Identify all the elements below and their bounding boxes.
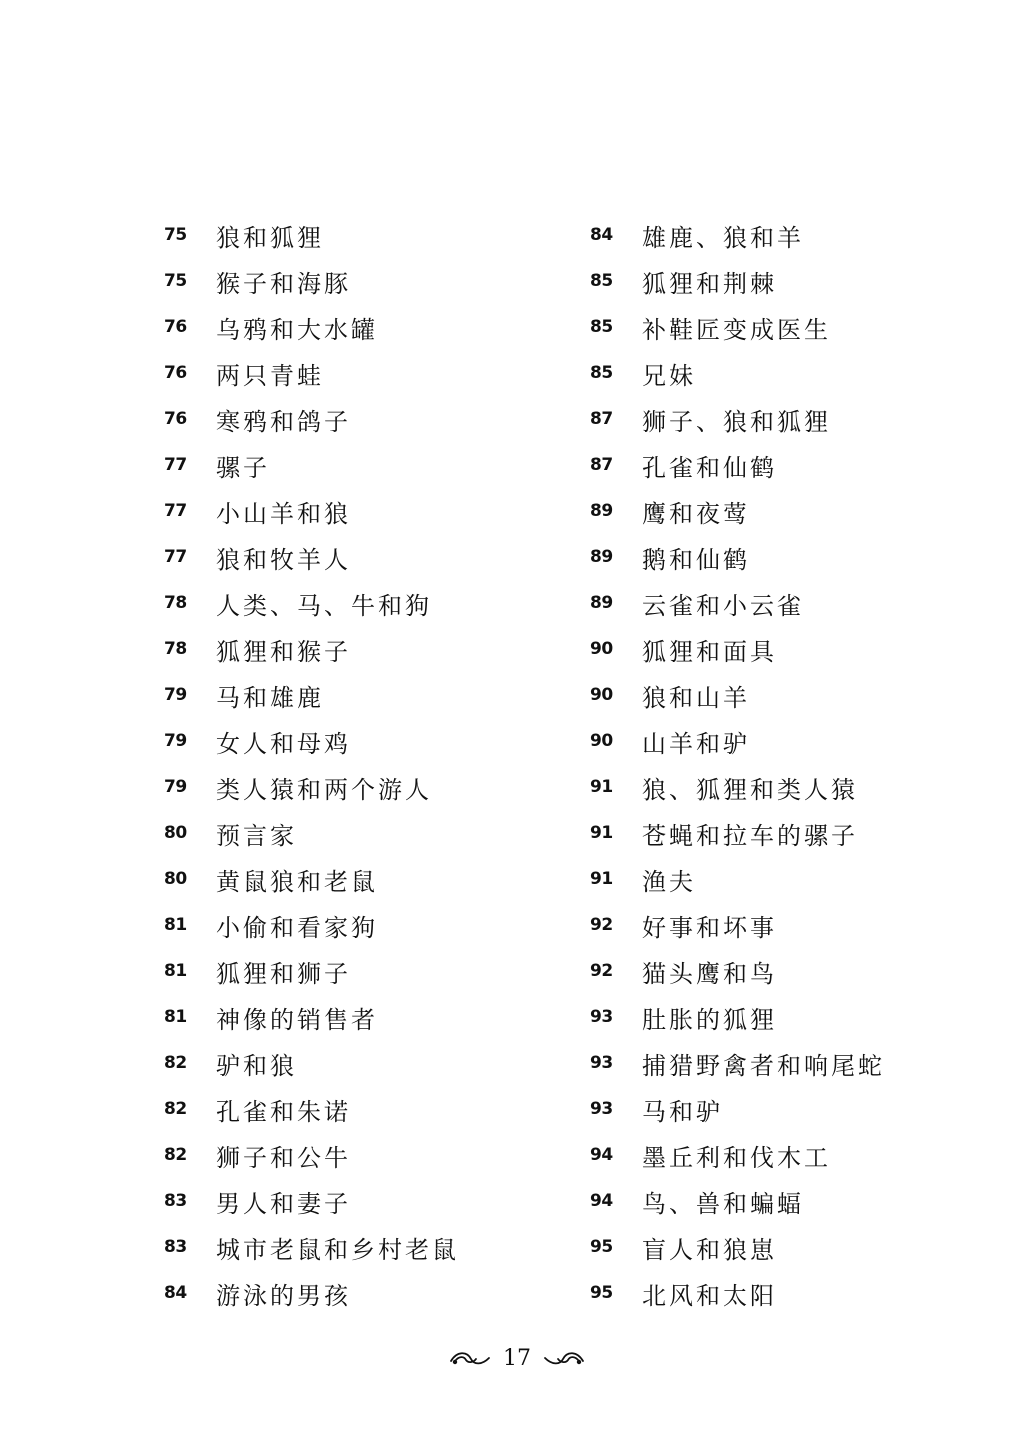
toc-entry-title: 狼和狐狸 xyxy=(216,223,324,252)
toc-entry-title: 黄鼠狼和老鼠 xyxy=(216,867,378,896)
toc-entry-title: 盲人和狼崽 xyxy=(642,1235,777,1264)
toc-entry-title: 狮子、狼和狐狸 xyxy=(642,407,831,436)
toc-page-number: 76 xyxy=(164,317,187,337)
toc-page-number: 93 xyxy=(590,1007,613,1027)
toc-entry-title: 狼和山羊 xyxy=(642,683,750,712)
toc-page-number: 94 xyxy=(590,1145,613,1165)
toc-page-number: 85 xyxy=(590,271,613,291)
toc-entry xyxy=(586,764,1006,810)
toc-entry-title: 孔雀和仙鹤 xyxy=(642,453,777,482)
toc-page-number: 92 xyxy=(590,961,613,981)
toc-page-number: 93 xyxy=(590,1099,613,1119)
toc-entry xyxy=(586,1224,1006,1270)
page-number: 17 xyxy=(503,1346,531,1371)
toc-entry-title: 狮子和公牛 xyxy=(216,1143,351,1172)
toc-entry xyxy=(586,258,1006,304)
toc-entry xyxy=(160,442,580,488)
toc-entry xyxy=(160,994,580,1040)
toc-right-column xyxy=(586,212,1006,1316)
toc-entry xyxy=(586,350,1006,396)
toc-page-number: 90 xyxy=(590,685,613,705)
toc-entry-title: 猴子和海豚 xyxy=(216,269,351,298)
toc-entry xyxy=(160,626,580,672)
toc-page-number: 89 xyxy=(590,501,613,521)
toc-page-number: 91 xyxy=(590,823,613,843)
toc-entry xyxy=(160,1178,580,1224)
toc-entry xyxy=(586,212,1006,258)
toc-entry-title: 城市老鼠和乡村老鼠 xyxy=(216,1235,459,1264)
toc-page-number: 80 xyxy=(164,823,187,843)
toc-entry xyxy=(160,534,580,580)
toc-entry xyxy=(586,718,1006,764)
toc-entry xyxy=(160,948,580,994)
toc-page-number: 93 xyxy=(590,1053,613,1073)
toc-page-number: 94 xyxy=(590,1191,613,1211)
toc-page-number: 82 xyxy=(164,1145,187,1165)
toc-page-number: 83 xyxy=(164,1237,187,1257)
toc-page-number: 82 xyxy=(164,1099,187,1119)
toc-page-number: 78 xyxy=(164,639,187,659)
toc-entry-title: 神像的销售者 xyxy=(216,1005,378,1034)
toc-page-number: 79 xyxy=(164,777,187,797)
toc-page-number: 83 xyxy=(164,1191,187,1211)
toc-entry xyxy=(586,1178,1006,1224)
toc-entry-title: 苍蝇和拉车的骡子 xyxy=(642,821,858,850)
toc-entry xyxy=(160,1270,580,1316)
toc-page-number: 76 xyxy=(164,363,187,383)
toc-entry xyxy=(586,1040,1006,1086)
toc-entry xyxy=(586,304,1006,350)
toc-entry-title: 孔雀和朱诺 xyxy=(216,1097,351,1126)
toc-entry-title: 鹰和夜莺 xyxy=(642,499,750,528)
toc-entry xyxy=(160,1040,580,1086)
toc-entry-title: 乌鸦和大水罐 xyxy=(216,315,378,344)
toc-page-number: 82 xyxy=(164,1053,187,1073)
toc-page-number: 91 xyxy=(590,777,613,797)
toc-entry-title: 预言家 xyxy=(216,821,297,850)
toc-entry xyxy=(586,1132,1006,1178)
toc-entry xyxy=(160,1224,580,1270)
toc-entry xyxy=(586,672,1006,718)
toc-entry xyxy=(160,258,580,304)
toc-entry xyxy=(586,580,1006,626)
toc-entry-title: 北风和太阳 xyxy=(642,1281,777,1310)
toc-page-number: 90 xyxy=(590,731,613,751)
toc-entry xyxy=(586,948,1006,994)
toc-page-number: 85 xyxy=(590,363,613,383)
toc-entry xyxy=(160,718,580,764)
toc-entry-title: 山羊和驴 xyxy=(642,729,750,758)
toc-entry-title: 鸟、兽和蝙蝠 xyxy=(642,1189,804,1218)
toc-entry xyxy=(586,1086,1006,1132)
toc-entry-title: 狐狸和面具 xyxy=(642,637,777,666)
toc-entry xyxy=(160,488,580,534)
toc-entry xyxy=(160,856,580,902)
toc-entry xyxy=(160,350,580,396)
toc-page-number: 87 xyxy=(590,455,613,475)
toc-entry-title: 马和雄鹿 xyxy=(216,683,324,712)
toc-entry-title: 墨丘利和伐木工 xyxy=(642,1143,831,1172)
toc-entry xyxy=(586,810,1006,856)
toc-page-number: 80 xyxy=(164,869,187,889)
toc-page-number: 90 xyxy=(590,639,613,659)
toc-entry-title: 狼、狐狸和类人猿 xyxy=(642,775,858,804)
toc-entry xyxy=(160,672,580,718)
toc-page-number: 84 xyxy=(164,1283,187,1303)
toc-entry xyxy=(160,764,580,810)
toc-entry-title: 猫头鹰和鸟 xyxy=(642,959,777,988)
toc-page-number: 91 xyxy=(590,869,613,889)
toc-entry-title: 肚胀的狐狸 xyxy=(642,1005,777,1034)
toc-entry xyxy=(160,1132,580,1178)
toc-entry xyxy=(160,810,580,856)
toc-page-number: 89 xyxy=(590,593,613,613)
toc-entry-title: 雄鹿、狼和羊 xyxy=(642,223,804,252)
toc-entry xyxy=(586,902,1006,948)
toc-entry-title: 兄妹 xyxy=(642,361,696,390)
toc-page-number: 95 xyxy=(590,1237,613,1257)
toc-entry xyxy=(160,304,580,350)
toc-entry-title: 狐狸和猴子 xyxy=(216,637,351,666)
toc-entry xyxy=(160,580,580,626)
toc-entry-title: 小山羊和狼 xyxy=(216,499,351,528)
toc-page-number: 76 xyxy=(164,409,187,429)
toc-entry-title: 鹅和仙鹤 xyxy=(642,545,750,574)
toc-entry-title: 捕猎野禽者和响尾蛇 xyxy=(642,1051,885,1080)
toc-page-number: 81 xyxy=(164,1007,187,1027)
toc-entry xyxy=(160,902,580,948)
toc-page-number: 75 xyxy=(164,271,187,291)
toc-entry-title: 女人和母鸡 xyxy=(216,729,351,758)
toc-entry xyxy=(586,626,1006,672)
toc-entry-title: 马和驴 xyxy=(642,1097,723,1126)
toc-entry xyxy=(160,396,580,442)
toc-entry-title: 类人猿和两个游人 xyxy=(216,775,432,804)
toc-page-number: 79 xyxy=(164,685,187,705)
toc-page-number: 87 xyxy=(590,409,613,429)
toc-entry-title: 寒鸦和鸽子 xyxy=(216,407,351,436)
toc-page-number: 81 xyxy=(164,961,187,981)
toc-entry-title: 骡子 xyxy=(216,453,270,482)
toc-page-number: 79 xyxy=(164,731,187,751)
toc-entry-title: 补鞋匠变成医生 xyxy=(642,315,831,344)
toc-entry-title: 两只青蛙 xyxy=(216,361,324,390)
flourish-left-icon xyxy=(449,1349,493,1369)
toc-entry xyxy=(160,1086,580,1132)
toc-entry-title: 游泳的男孩 xyxy=(216,1281,351,1310)
toc-page-number: 77 xyxy=(164,547,187,567)
toc-entry-title: 云雀和小云雀 xyxy=(642,591,804,620)
flourish-right-icon xyxy=(541,1349,585,1369)
toc-entry-title: 狐狸和荆棘 xyxy=(642,269,777,298)
toc-entry-title: 驴和狼 xyxy=(216,1051,297,1080)
toc-entry xyxy=(586,442,1006,488)
toc-entry-title: 男人和妻子 xyxy=(216,1189,351,1218)
toc-entry xyxy=(160,212,580,258)
toc-entry xyxy=(586,488,1006,534)
toc-entry-title: 人类、马、牛和狗 xyxy=(216,591,432,620)
toc-page-number: 77 xyxy=(164,501,187,521)
toc-entry xyxy=(586,856,1006,902)
toc-entry-title: 好事和坏事 xyxy=(642,913,777,942)
toc-entry xyxy=(586,1270,1006,1316)
toc-page-number: 81 xyxy=(164,915,187,935)
toc-page-number: 78 xyxy=(164,593,187,613)
toc-page-number: 77 xyxy=(164,455,187,475)
toc-page-number: 85 xyxy=(590,317,613,337)
toc-page-number: 92 xyxy=(590,915,613,935)
toc-entry xyxy=(586,534,1006,580)
toc-entry-title: 狼和牧羊人 xyxy=(216,545,351,574)
toc-entry-title: 渔夫 xyxy=(642,867,696,896)
toc-left-column xyxy=(160,212,580,1316)
toc-entry-title: 狐狸和狮子 xyxy=(216,959,351,988)
toc-entry xyxy=(586,396,1006,442)
toc-page-number: 95 xyxy=(590,1283,613,1303)
page-footer xyxy=(0,1346,1034,1371)
toc-page-number: 75 xyxy=(164,225,187,245)
toc-page-number: 84 xyxy=(590,225,613,245)
toc-entry-title: 小偷和看家狗 xyxy=(216,913,378,942)
toc-page-number: 89 xyxy=(590,547,613,567)
toc-entry xyxy=(586,994,1006,1040)
